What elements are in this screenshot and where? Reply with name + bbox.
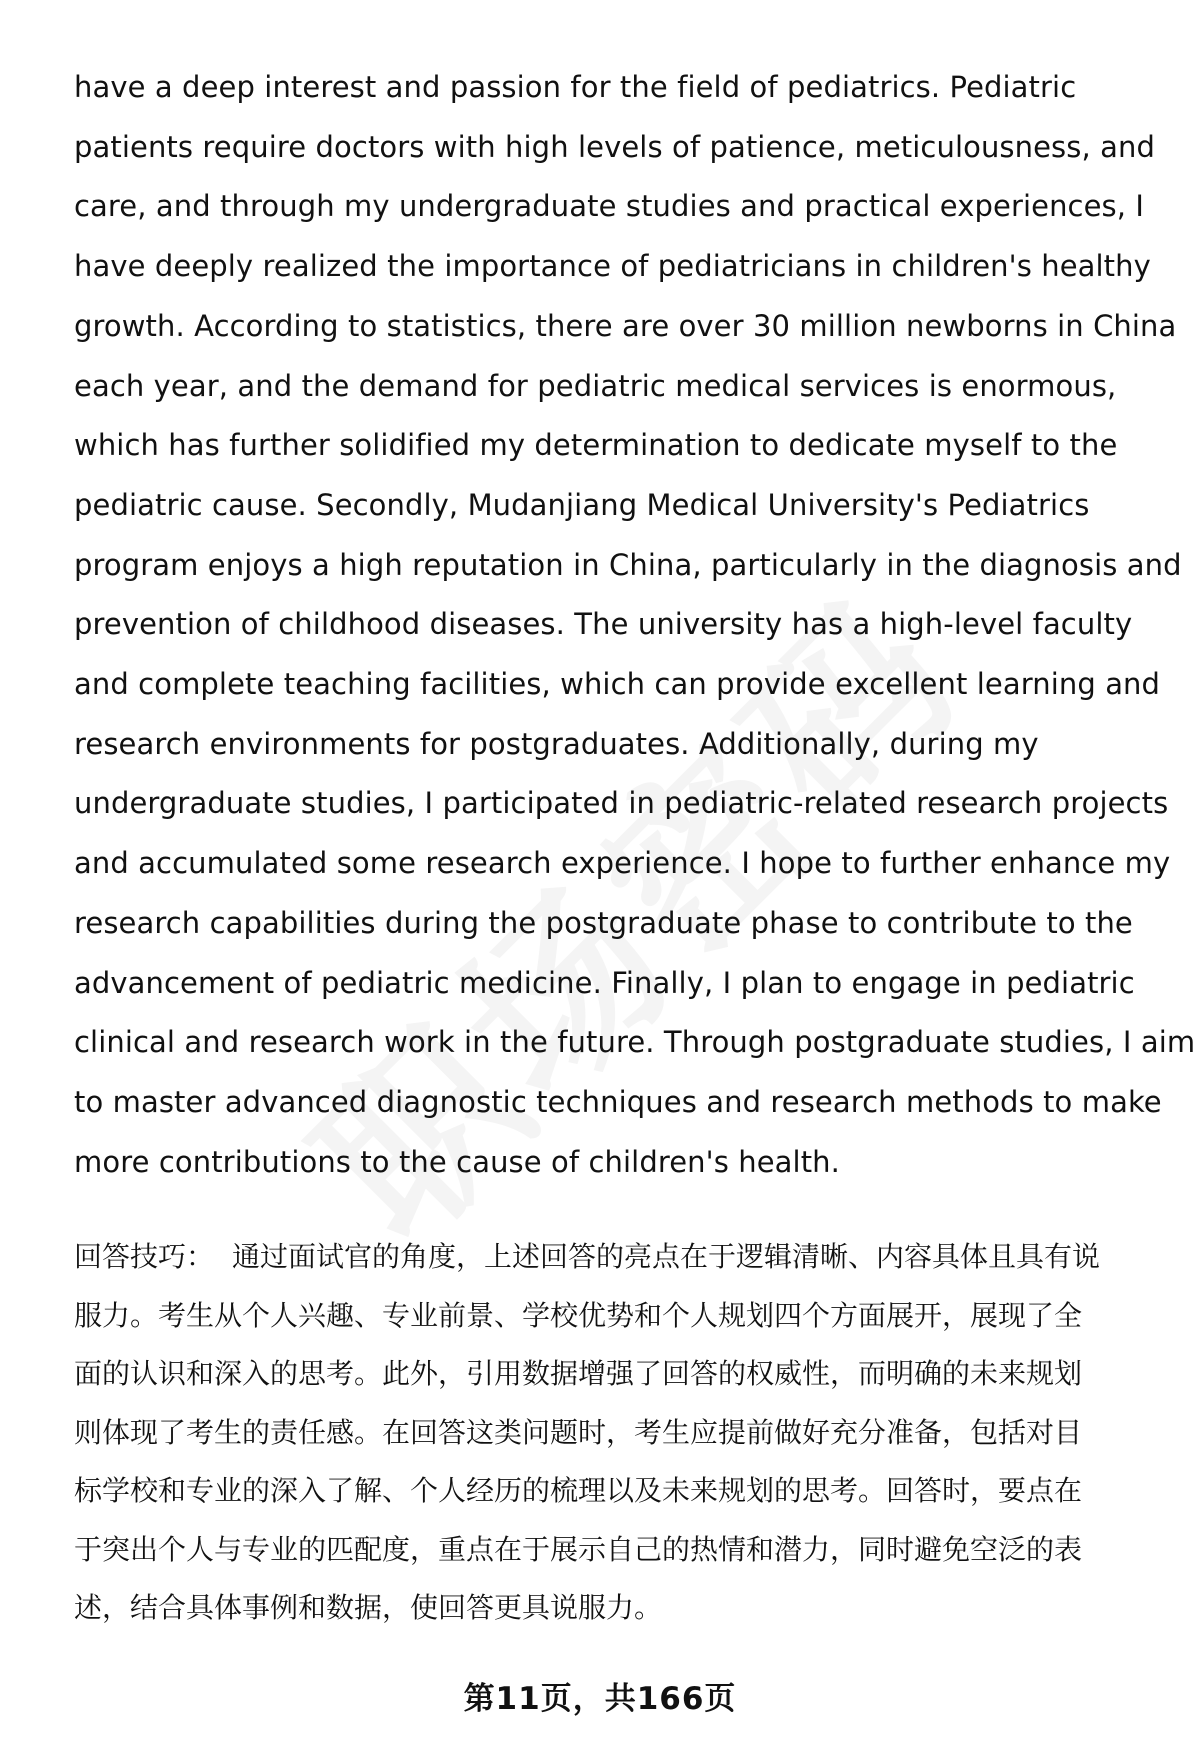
body-line: and accumulated some research experience. I hope to further enhance my	[74, 846, 1171, 881]
tips-label: 回答技巧：	[74, 1240, 215, 1273]
tips-line: 于突出个人与专业的匹配度，重点在于展示自己的热情和潜力，同时避免空泛的表	[74, 1532, 1083, 1566]
body-line: research capabilities during the postgraduate phase to contribute to the	[74, 905, 1133, 940]
body-line: care, and through my undergraduate studies and practical experiences, I	[74, 189, 1145, 224]
body-line: growth. According to statistics, there are over 30 million newborns in China	[74, 308, 1177, 343]
tips-line: 标学校和专业的深入了解、个人经历的梳理以及未来规划的思考。回答时，要点在	[74, 1474, 1083, 1507]
body-line: to master advanced diagnostic techniques and research methods to make	[74, 1084, 1162, 1119]
body-line: undergraduate studies, I participated in pediatric-related research projects	[74, 786, 1169, 821]
body-line: which has further solidified my determination to dedicate myself to the	[74, 428, 1118, 463]
tips-line: 面的认识和深入的思考。此外，引用数据增强了回答的权威性，而明确的未来规划	[74, 1357, 1083, 1390]
body-line: more contributions to the cause of children's health.	[74, 1144, 840, 1179]
tips-line: 述，结合具体事例和数据，使回答更具说服力。	[74, 1591, 663, 1624]
body-line: each year, and the demand for pediatric medical services is enormous,	[74, 368, 1117, 403]
body-line: advancement of pediatric medicine. Finally, I plan to engage in pediatric	[74, 965, 1135, 1000]
body-line: have a deep interest and passion for the field of pediatrics. Pediatric	[74, 70, 1077, 104]
tips-line: 服力。考生从个人兴趣、专业前景、学校优势和个人规划四个方面展开，展现了全	[74, 1298, 1083, 1332]
body-line: pediatric cause. Secondly, Mudanjiang Medical University's Pediatrics	[74, 487, 1090, 522]
body-line: and complete teaching facilities, which can provide excellent learning and	[74, 667, 1161, 702]
answer-tips-section	[74, 1228, 1159, 1638]
tips-line: 通过面试官的角度，上述回答的亮点在于逻辑清晰、内容具体且具有说	[232, 1240, 1101, 1273]
tips-line: 则体现了考生的责任感。在回答这类问题时，考生应提前做好充分准备，包括对目	[74, 1415, 1083, 1449]
answer-body-english	[74, 58, 1196, 1192]
body-line: prevention of childhood diseases. The university has a high-level faculty	[74, 607, 1133, 642]
body-line: have deeply realized the importance of pediatricians in children's healthy	[74, 249, 1151, 284]
body-line: patients require doctors with high levels of patience, meticulousness, and	[74, 129, 1155, 164]
page-number: 第11页，共166页	[463, 1681, 737, 1717]
body-line: program enjoys a high reputation in China, particularly in the diagnosis and	[74, 547, 1182, 582]
tips-first-line	[74, 1228, 1159, 1287]
body-line: research environments for postgraduates. Additionally, during my	[74, 726, 1039, 761]
body-line: clinical and research work in the future. Through postgraduate studies, I aim	[74, 1025, 1196, 1060]
